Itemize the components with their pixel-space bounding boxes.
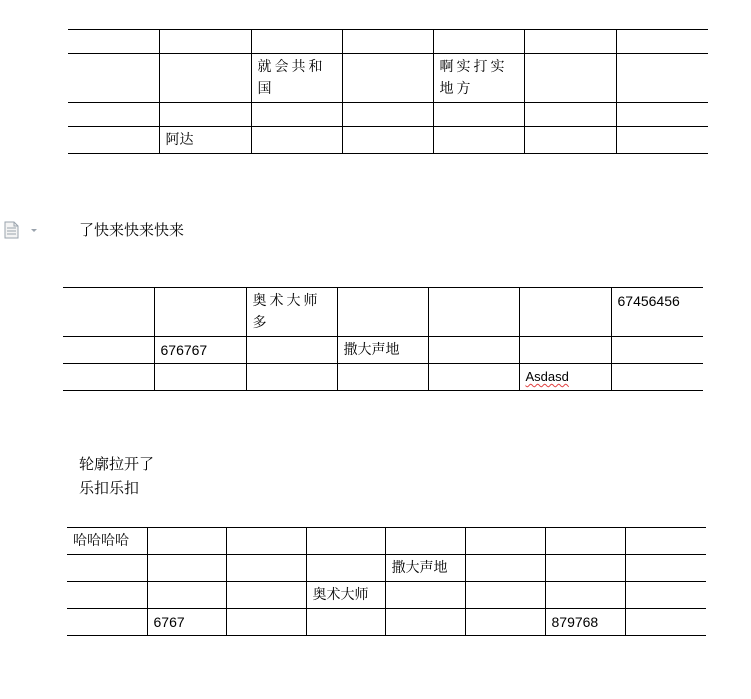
table-cell[interactable] [428,288,519,337]
table-cell[interactable] [251,127,342,154]
table-cell[interactable] [67,555,147,582]
table-cell[interactable]: 676767 [154,337,246,364]
table-cell[interactable] [147,528,226,555]
table-cell[interactable] [625,609,706,636]
table-row [68,103,708,127]
table-cell[interactable] [519,337,611,364]
table-cell[interactable] [519,364,611,391]
table-cell[interactable] [428,337,519,364]
table-cell[interactable] [465,609,545,636]
table-cell[interactable]: 就会共和国 [251,54,342,103]
table-cell[interactable] [342,127,433,154]
table-cell[interactable] [342,30,433,54]
table-cell[interactable] [67,609,147,636]
table-cell[interactable]: 奥术大师多 [246,288,337,337]
paragraph-1[interactable]: 了快来快来快来 [79,221,185,239]
table-cell[interactable] [385,582,465,609]
table-cell[interactable] [545,582,625,609]
table-cell[interactable]: 6767 [147,609,226,636]
table-cell[interactable] [545,528,625,555]
table-cell[interactable] [159,54,251,103]
table-cell[interactable] [63,364,154,391]
table-cell[interactable] [465,555,545,582]
table-cell[interactable]: 879768 [545,609,625,636]
table-cell[interactable] [68,30,159,54]
table-cell[interactable] [433,103,524,127]
table-row [63,337,703,364]
table-cell[interactable] [226,555,306,582]
table-cell[interactable] [251,30,342,54]
table-cell[interactable] [154,288,246,337]
table-cell[interactable] [154,364,246,391]
table-cell[interactable] [147,555,226,582]
table-cell[interactable] [246,337,337,364]
table-cell[interactable] [147,582,226,609]
table-cell[interactable] [519,288,611,337]
table-cell[interactable] [428,364,519,391]
table-cell[interactable] [337,288,428,337]
table-row [68,30,708,54]
table-cell[interactable] [625,528,706,555]
table-cell[interactable] [611,337,703,364]
table-cell[interactable] [465,582,545,609]
table-cell[interactable] [385,609,465,636]
table-cell[interactable] [68,103,159,127]
table-cell[interactable] [63,288,154,337]
table-cell[interactable] [616,30,708,54]
table-cell[interactable] [524,30,616,54]
table-cell[interactable] [306,555,385,582]
table-cell[interactable] [524,103,616,127]
table-cell[interactable] [545,555,625,582]
paragraph-line: 乐扣乐扣 [79,479,140,497]
table-cell[interactable] [616,103,708,127]
table-cell[interactable] [246,364,337,391]
table-cell[interactable] [611,364,703,391]
table-cell[interactable] [67,582,147,609]
table-cell[interactable]: 撒大声地 [385,555,465,582]
paragraph-2[interactable] [79,452,154,500]
table-cell[interactable]: 撒大声地 [337,337,428,364]
table-row [67,582,706,609]
table-cell[interactable]: 啊实打实地方 [433,54,524,103]
table-cell[interactable] [385,528,465,555]
table-cell[interactable] [226,609,306,636]
chevron-down-icon [31,229,37,232]
table-row [68,127,708,154]
table-cell[interactable] [616,127,708,154]
table-row [67,528,706,555]
table-cell[interactable] [433,30,524,54]
table-cell[interactable] [306,528,385,555]
table-cell[interactable] [342,103,433,127]
table-cell[interactable] [159,30,251,54]
table-cell[interactable] [524,127,616,154]
table-2 [63,287,703,391]
table-cell[interactable] [159,103,251,127]
table-cell[interactable] [625,555,706,582]
spellcheck-word[interactable]: Asdasd [525,369,569,384]
table-row [63,288,703,337]
table-cell[interactable]: 67456456 [611,288,703,337]
table-cell[interactable] [251,103,342,127]
paragraph-line: 轮廓拉开了 [79,455,155,473]
table-cell[interactable] [337,364,428,391]
table-cell[interactable] [616,54,708,103]
table-cell[interactable]: 哈哈哈哈 [67,528,147,555]
table-cell[interactable] [68,54,159,103]
table-cell[interactable] [625,582,706,609]
table-cell[interactable] [63,337,154,364]
table-cell[interactable] [68,127,159,154]
table-3 [67,527,706,636]
document-icon[interactable] [4,221,40,239]
table-cell[interactable] [226,528,306,555]
table-row [67,609,706,636]
table-1 [68,29,708,154]
table-cell[interactable] [342,54,433,103]
table-cell[interactable] [226,582,306,609]
table-row [68,54,708,103]
table-cell[interactable]: 奥术大师 [306,582,385,609]
table-cell[interactable]: 阿达 [159,127,251,154]
table-cell[interactable] [524,54,616,103]
table-cell[interactable] [306,609,385,636]
table-cell[interactable] [433,127,524,154]
table-row [67,555,706,582]
table-row [63,364,703,391]
table-cell[interactable] [465,528,545,555]
